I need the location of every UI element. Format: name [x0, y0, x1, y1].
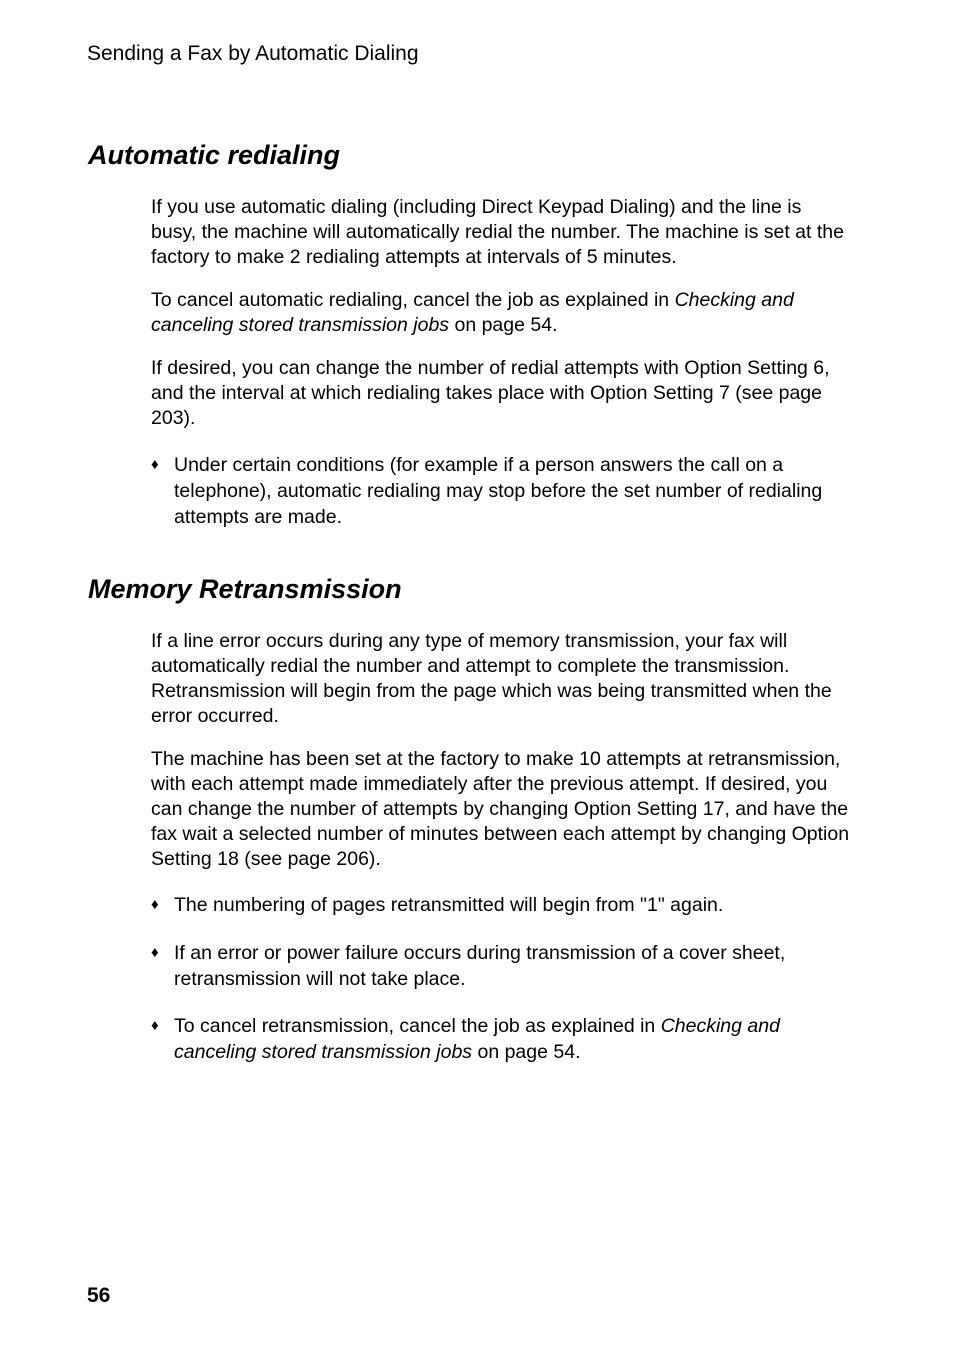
diamond-bullet-icon: ♦: [151, 456, 159, 473]
bullet-text: Under certain conditions (for example if a person answers the call on a telephone), automatic redialing may stop before the set number of redialing attempts are made.: [174, 454, 823, 528]
page-number: 56: [87, 1284, 111, 1307]
bullet-item: [151, 940, 851, 992]
running-header: Sending a Fax by Automatic Dialing: [87, 42, 419, 65]
paragraph-text: To cancel automatic redialing, cancel the job as explained in: [151, 289, 675, 311]
cross-reference-title: Checking and canceling stored transmission jobs: [151, 289, 794, 336]
bullet-text: [174, 1013, 851, 1065]
bullet-text: If an error or power failure occurs during transmission of a cover sheet, retransmission will not take place.: [174, 942, 786, 990]
paragraph: If a line error occurs during any type of memory transmission, your fax will automatically redial the number and attempt to complete the transmission. Retransmission will begin from the page which was being transmitted when the error occurred.: [151, 630, 832, 727]
paragraph: The machine has been set at the factory to make 10 attempts at retransmission, with each attempt made immediately after the previous attempt. If desired, you can change the number of attempts by changing Option Setting 17, and have the fax wait a selected number of minutes between each attempt by changing Option Setting 18 (see page 206).: [151, 748, 850, 870]
cross-reference-title: Checking and canceling stored transmission jobs: [174, 1015, 780, 1063]
section-title-memory-retransmission: Memory Retransmission: [88, 574, 402, 604]
bullet-text: The numbering of pages retransmitted will begin from "1" again.: [174, 894, 724, 916]
paragraph: [151, 288, 851, 338]
bullet-text-part: To cancel retransmission, cancel the job as explained in: [174, 1015, 661, 1037]
paragraph: If you use automatic dialing (including Direct Keypad Dialing) and the line is busy, the machine will automatically redial the number. The machine is set at the factory to make 2 redialing attempts at intervals of 5 minutes.: [151, 196, 844, 268]
diamond-bullet-icon: ♦: [151, 1017, 159, 1034]
bullet-item: [151, 452, 851, 530]
paragraph-text: on page 54.: [449, 314, 558, 336]
diamond-bullet-icon: ♦: [151, 896, 159, 913]
paragraph: If desired, you can change the number of redial attempts with Option Setting 6, and the interval at which redialing takes place with Option Setting 7 (see page 203).: [151, 357, 830, 429]
bullet-item: [151, 892, 851, 918]
section-title-automatic-redialing: Automatic redialing: [88, 140, 341, 170]
bullet-text-part: on page 54.: [472, 1041, 581, 1063]
diamond-bullet-icon: ♦: [151, 944, 159, 961]
bullet-item: [151, 1013, 851, 1065]
